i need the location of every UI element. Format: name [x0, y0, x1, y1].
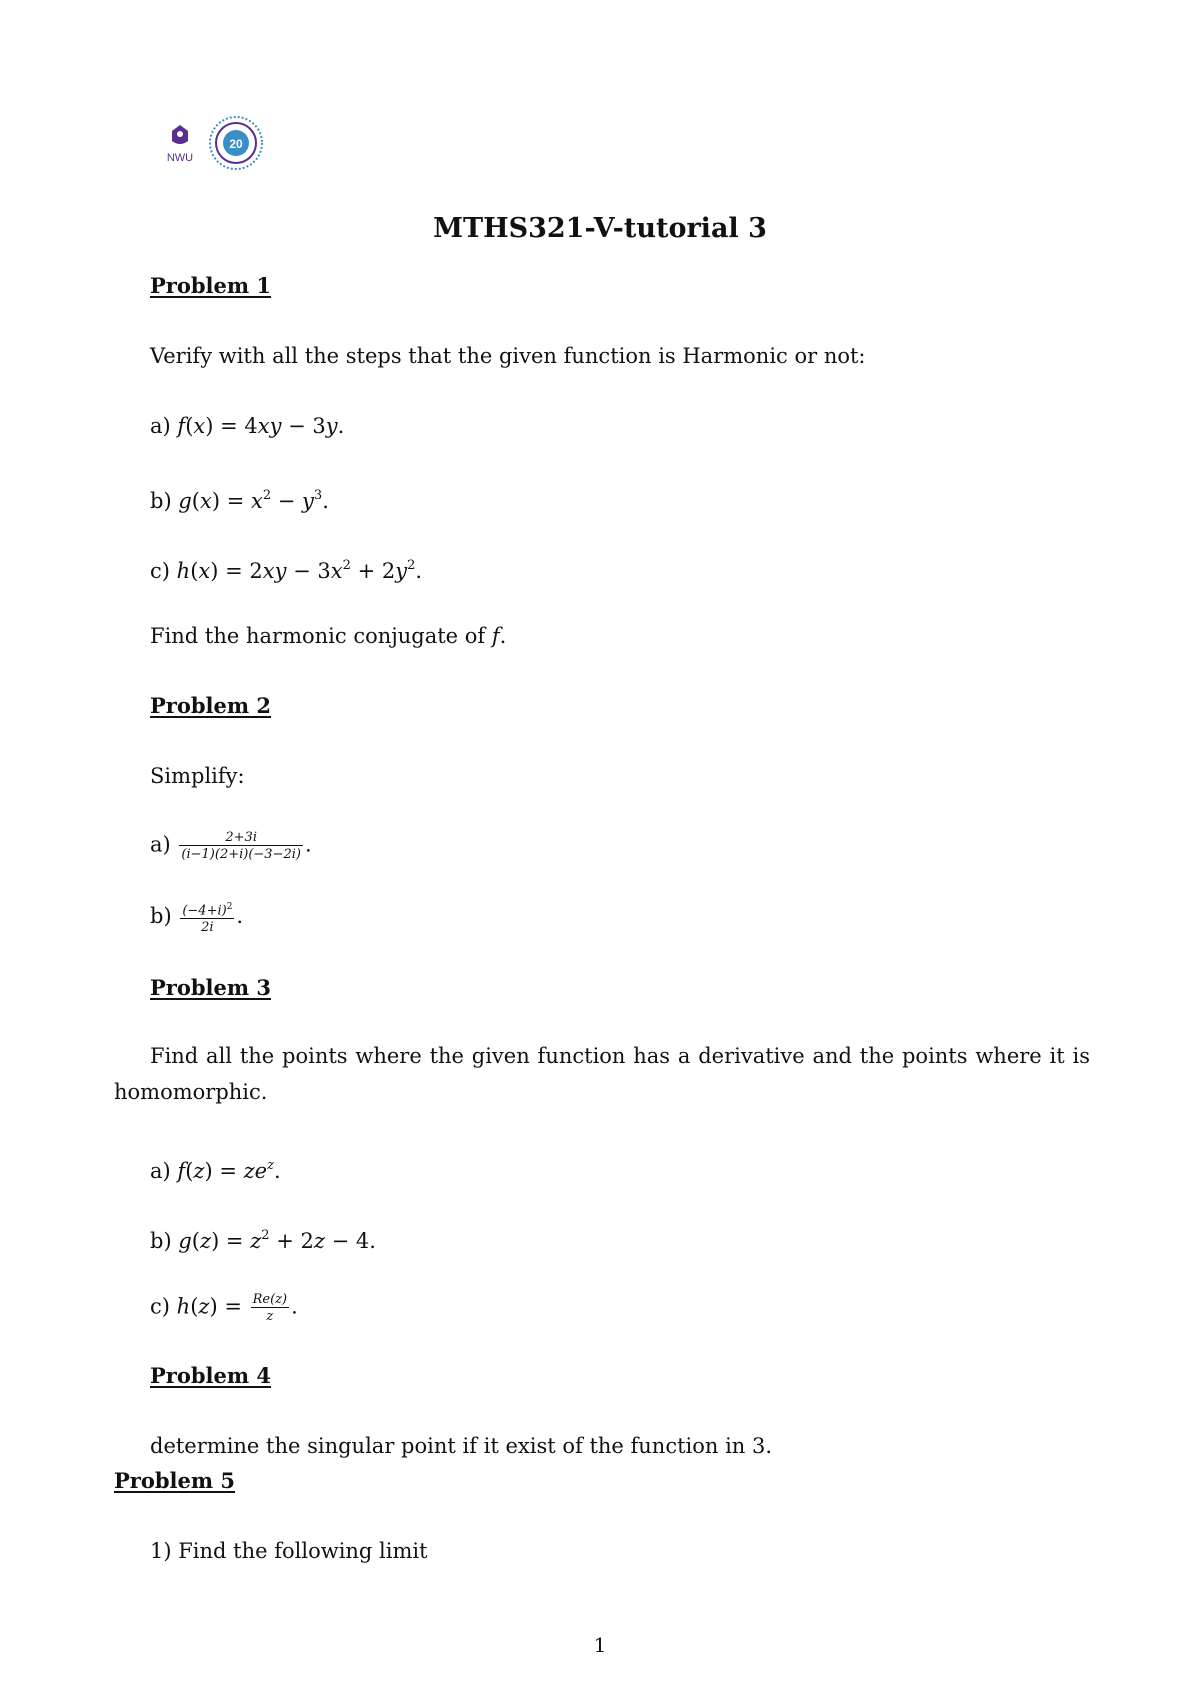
anniversary-seal-icon: [208, 115, 264, 171]
problem-2-item-a: a) $\frac{2+3i}{(i-1)(2+i)(-3-2i)}$ .: [150, 830, 312, 862]
problem-1-conjugate: Find the harmonic conjugate of f.: [150, 624, 507, 648]
problem-2-item-b: b) $\frac{(-4+i)^2}{2i}$ .: [150, 902, 244, 936]
fraction: $\frac{(-4+i)^2}{2i}$: [182, 902, 233, 936]
problem-4-text: determine the singular point if it exist of the function in 3.: [150, 1434, 773, 1458]
problem-3-heading: Problem 3: [150, 975, 272, 1000]
problem-1-item-a: a) f(x) = 4xy − 3y.: [150, 414, 345, 438]
nwu-logo: [160, 119, 200, 169]
svg-text:20: 20: [229, 137, 243, 151]
fraction: $\frac{2+3i}{(i-1)(2+i)(-3-2i)}$: [181, 830, 301, 862]
document-title: MTHS321-V-tutorial 3: [433, 213, 767, 244]
svg-text:NWU: NWU: [166, 152, 194, 164]
problem-4-heading: Problem 4: [150, 1363, 272, 1388]
problem-1-item-c: c) $h(x) = 2xy - 3x^2 + 2y^2$.: [150, 558, 423, 583]
problem-2-intro: Simplify:: [150, 764, 245, 788]
problem-3-item-c: c) h(z) = $\frac{Re(z)}{z}$ .: [150, 1292, 298, 1324]
problem-3-intro: Find all the points where the given function has a derivative and the points where it is homomorphic.: [114, 1044, 1090, 1104]
problem-2-heading: Problem 2: [150, 693, 272, 718]
fraction: $\frac{Re(z)}{z}$: [252, 1292, 288, 1324]
problem-5-item-1: 1) Find the following limit: [150, 1539, 428, 1563]
problem-3-item-a: a) $f(z) = ze^z$.: [150, 1158, 281, 1183]
problem-1-heading: Problem 1: [150, 273, 272, 298]
problem-3-item-b: b) $g(z) = z^2 + 2z - 4$.: [150, 1228, 376, 1253]
page-number: 1: [593, 1633, 607, 1657]
problem-1-intro: Verify with all the steps that the given function is Harmonic or not:: [150, 344, 866, 368]
problem-5-heading: Problem 5: [114, 1468, 236, 1493]
problem-1-item-b: b) $g(x) = x^2 - y^3$.: [150, 488, 329, 513]
